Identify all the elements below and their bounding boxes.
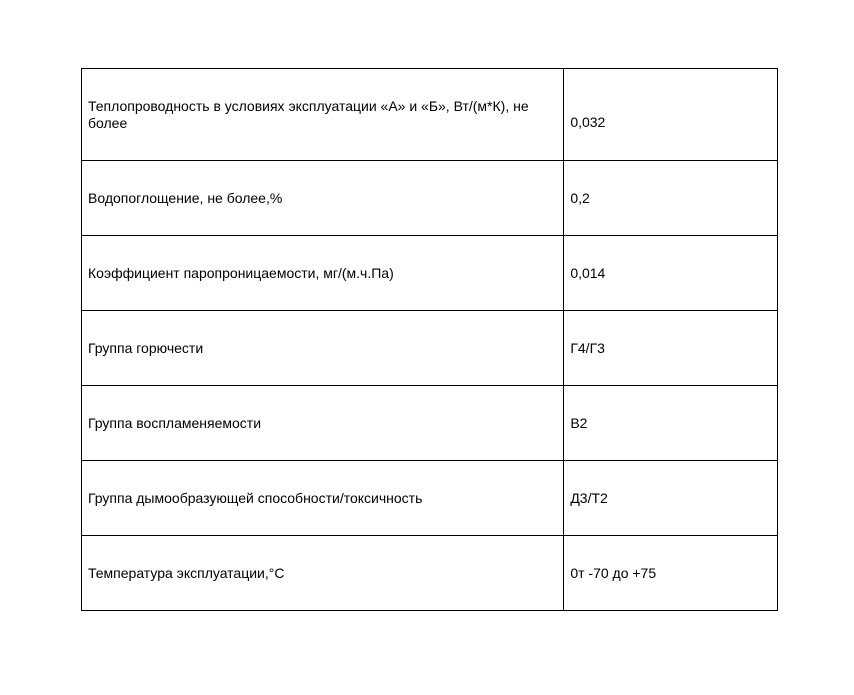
property-name-cell: Температура эксплуатации,°С [82,536,564,611]
property-name-cell: Водопоглощение, не более,% [82,161,564,236]
table-row [82,536,778,611]
property-value-cell: 0,014 [564,236,778,311]
property-name-cell: Группа дымообразующей способности/токсичность [82,461,564,536]
table-row [82,69,778,161]
property-name-cell: Коэффициент паропроницаемости, мг/(м.ч.Па) [82,236,564,311]
property-value-cell: В2 [564,386,778,461]
property-name-cell: Теплопроводность в условиях эксплуатации «А» и «Б», Вт/(м*К), не более [82,69,564,161]
property-name-cell: Группа воспламеняемости [82,386,564,461]
table-row [82,386,778,461]
table-row [82,236,778,311]
property-value-cell: 0,032 [564,69,778,161]
property-name-cell: Группа горючести [82,311,564,386]
property-value-cell: 0т -70 до +75 [564,536,778,611]
table-row [82,161,778,236]
table-row [82,311,778,386]
property-value-cell: Г4/Г3 [564,311,778,386]
table-row [82,461,778,536]
properties-table [81,68,778,611]
property-value-cell: Д3/Т2 [564,461,778,536]
property-value-cell: 0,2 [564,161,778,236]
